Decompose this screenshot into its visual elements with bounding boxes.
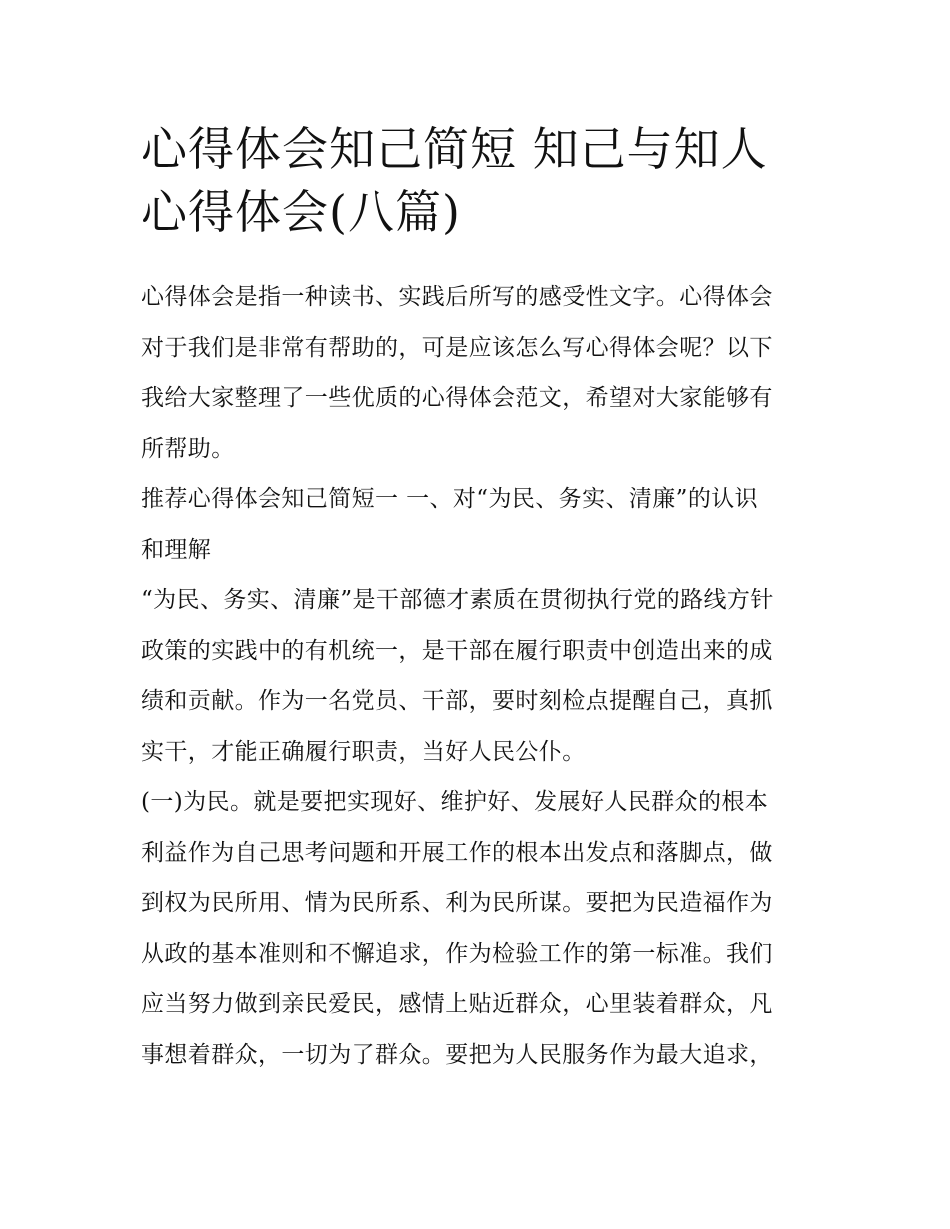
- text-line: 和理解: [141, 536, 212, 563]
- text-line: “为民、务实、清廉”是干部德才素质在贯彻执行党的路线方针: [141, 587, 774, 613]
- text-line: 事想着群众，一切为了群众。要把为人民服务作为最大追求，: [141, 1041, 773, 1068]
- body-paragraph: [141, 777, 813, 1080]
- text-line: 实干，才能正确履行职责，当好人民公仆。: [141, 738, 586, 765]
- title-line: 心得体会知己简短 知己与知人: [141, 122, 768, 176]
- intro-paragraph: [141, 272, 813, 474]
- text-line: 应当努力做到亲民爱民，感情上贴近群众，心里装着群众，凡: [141, 991, 773, 1017]
- text-line: 所帮助。: [141, 435, 235, 462]
- text-line: 对于我们是非常有帮助的，可是应该怎么写心得体会呢？以下: [141, 334, 773, 361]
- document-page: [141, 118, 813, 1080]
- title-line: 心得体会(八篇): [141, 185, 461, 239]
- text-line: 绩和贡献。作为一名党员、干部，要时刻检点提醒自己，真抓: [141, 688, 773, 714]
- text-line: 政策的实践中的有机统一，是干部在履行职责中创造出来的成: [141, 637, 773, 664]
- text-line: 我给大家整理了一些优质的心得体会范文，希望对大家能够有: [141, 385, 773, 411]
- text-line: 推荐心得体会知己简短一 一、对“为民、务实、清廉”的认识: [141, 486, 759, 512]
- text-line: 从政的基本准则和不懈追求，作为检验工作的第一标准。我们: [141, 940, 773, 967]
- body-paragraph: [141, 575, 813, 777]
- text-line: 心得体会是指一种读书、实践后所写的感受性文字。心得体会: [141, 284, 773, 310]
- text-line: 利益作为自己思考问题和开展工作的根本出发点和落脚点，做: [141, 839, 773, 866]
- text-line: 到权为民所用、情为民所系、利为民所谋。要把为民造福作为: [141, 890, 773, 916]
- text-line: (一)为民。就是要把实现好、维护好、发展好人民群众的根本: [141, 789, 769, 815]
- document-title: [141, 118, 813, 244]
- document-body: [141, 272, 813, 1080]
- section-heading-paragraph: [141, 474, 813, 575]
